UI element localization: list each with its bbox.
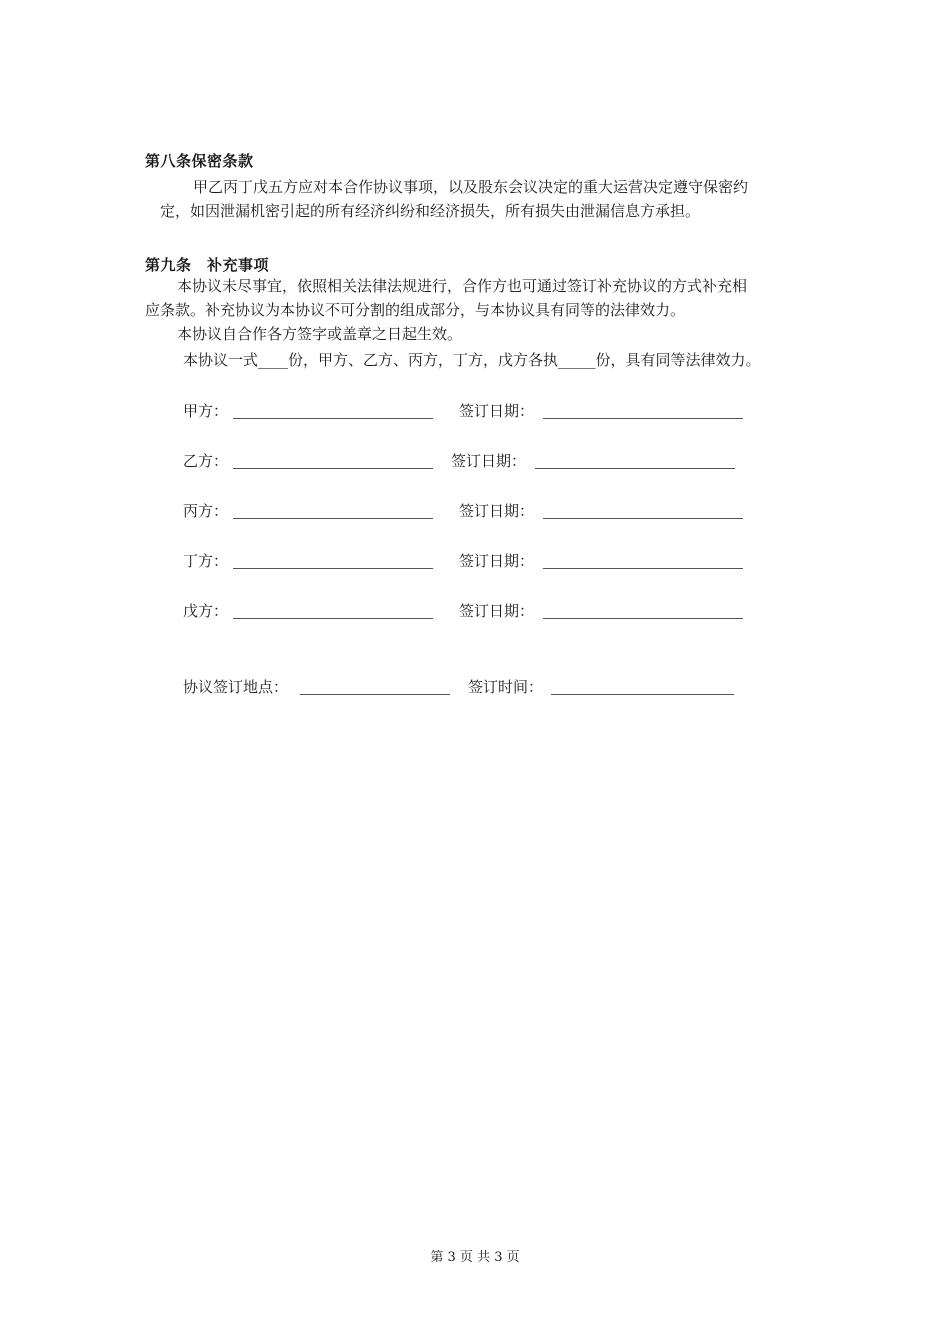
article9-line1: 本协议未尽事宜，依照相关法律法规进行，合作方也可通过签订补充协议的方式补充相 (177, 277, 748, 295)
date-label: 签订日期： (451, 452, 527, 470)
date-label: 签订日期： (459, 402, 535, 420)
date-signature-field[interactable] (543, 418, 743, 419)
date-signature-field[interactable] (543, 568, 743, 569)
party-signature-field[interactable] (233, 468, 433, 469)
date-label: 签订日期： (459, 502, 535, 520)
article9-line3: 本协议自合作各方签字或盖章之日起生效。 (177, 325, 463, 343)
party-label: 乙方： (183, 452, 229, 470)
party-signature-field[interactable] (233, 518, 433, 519)
date-signature-field[interactable] (543, 518, 743, 519)
date-signature-field[interactable] (535, 468, 735, 469)
party-label: 甲方： (183, 402, 229, 420)
party-signature-field[interactable] (233, 418, 433, 419)
article9-title: 第九条 补充事项 (145, 256, 270, 274)
page-number: 第 3 页 共 3 页 (430, 1250, 520, 1265)
date-label: 签订日期： (459, 602, 535, 620)
time-field[interactable] (551, 694, 734, 695)
article8-title: 第八条保密条款 (145, 152, 254, 170)
time-label: 签订时间： (468, 678, 544, 696)
place-label: 协议签订地点： (183, 678, 289, 696)
date-signature-field[interactable] (543, 618, 743, 619)
party-label: 丙方： (183, 502, 229, 520)
date-label: 签订日期： (459, 552, 535, 570)
place-field[interactable] (300, 694, 450, 695)
party-signature-field[interactable] (233, 568, 433, 569)
party-label: 丁方： (183, 552, 229, 570)
article8-line2: 定，如因泄漏机密引起的所有经济纠纷和经济损失，所有损失由泄漏信息方承担。 (160, 202, 701, 220)
article9-line2: 应条款。补充协议为本协议不可分割的组成部分，与本协议具有同等的法律效力。 (145, 301, 686, 319)
party-label: 戊方： (183, 602, 229, 620)
article8-line1: 甲乙丙丁戊五方应对本合作协议事项，以及股东会议决定的重大运营决定遵守保密约 (193, 178, 749, 196)
party-signature-field[interactable] (233, 618, 433, 619)
article9-line4: 本协议一式____份，甲方、乙方、丙方，丁方，戊方各执_____份，具有同等法律效力。 (183, 351, 761, 369)
